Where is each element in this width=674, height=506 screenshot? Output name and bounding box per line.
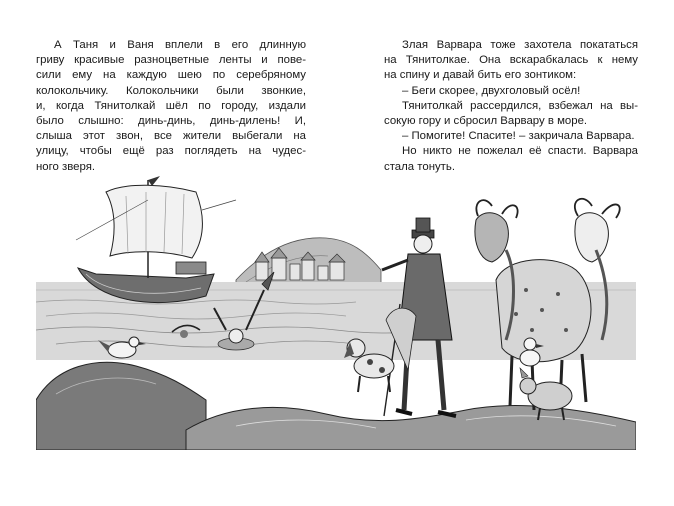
text-line: ного зверя. (36, 160, 96, 173)
text-line: Злая Варвара тоже захотела покататься (402, 39, 638, 51)
text-line: стала тонуть. (384, 160, 455, 173)
text-line: гриву красивые разноцветные ленты и пове- (36, 54, 306, 67)
text-line: Но никто не пожелал её спасти. Варвара (402, 145, 638, 158)
text-line: было слышно: динь-динь, динь-дилень! И, (36, 115, 306, 128)
left-text-column (36, 38, 306, 175)
text-line: слыша этот звон, все жители выбегали на (36, 130, 306, 143)
text-line: и, когда Тянитолкай шёл по городу, издали (36, 99, 306, 112)
doctor-with-umbrella (382, 218, 456, 416)
illustration (36, 170, 636, 450)
text-line: улицу, чтобы ещё раз поглядеть на чудес- (36, 145, 306, 158)
text-line: – Помогите! Спасите! – закричала Варвара. (402, 130, 635, 143)
text-line: сокую гору и сбросил Варвару в море. (384, 115, 588, 128)
text-line: на спину и давай бить его зонтиком: (384, 69, 577, 82)
text-line: Тянитолкай рассердился, взбежал на вы- (402, 99, 638, 112)
text-line: колокольчику. Колокольчики были звонкие, (36, 84, 306, 97)
text-line: сили ему на каждую шею по серебряному (36, 69, 306, 82)
text-line: А Таня и Ваня вплели в его длинную (54, 39, 306, 51)
text-line: – Беги скорее, двухголовый осёл! (402, 84, 581, 97)
right-text-column (384, 38, 638, 175)
text-line: на Тянитолкае. Она вскарабкалась к нему (384, 54, 638, 67)
